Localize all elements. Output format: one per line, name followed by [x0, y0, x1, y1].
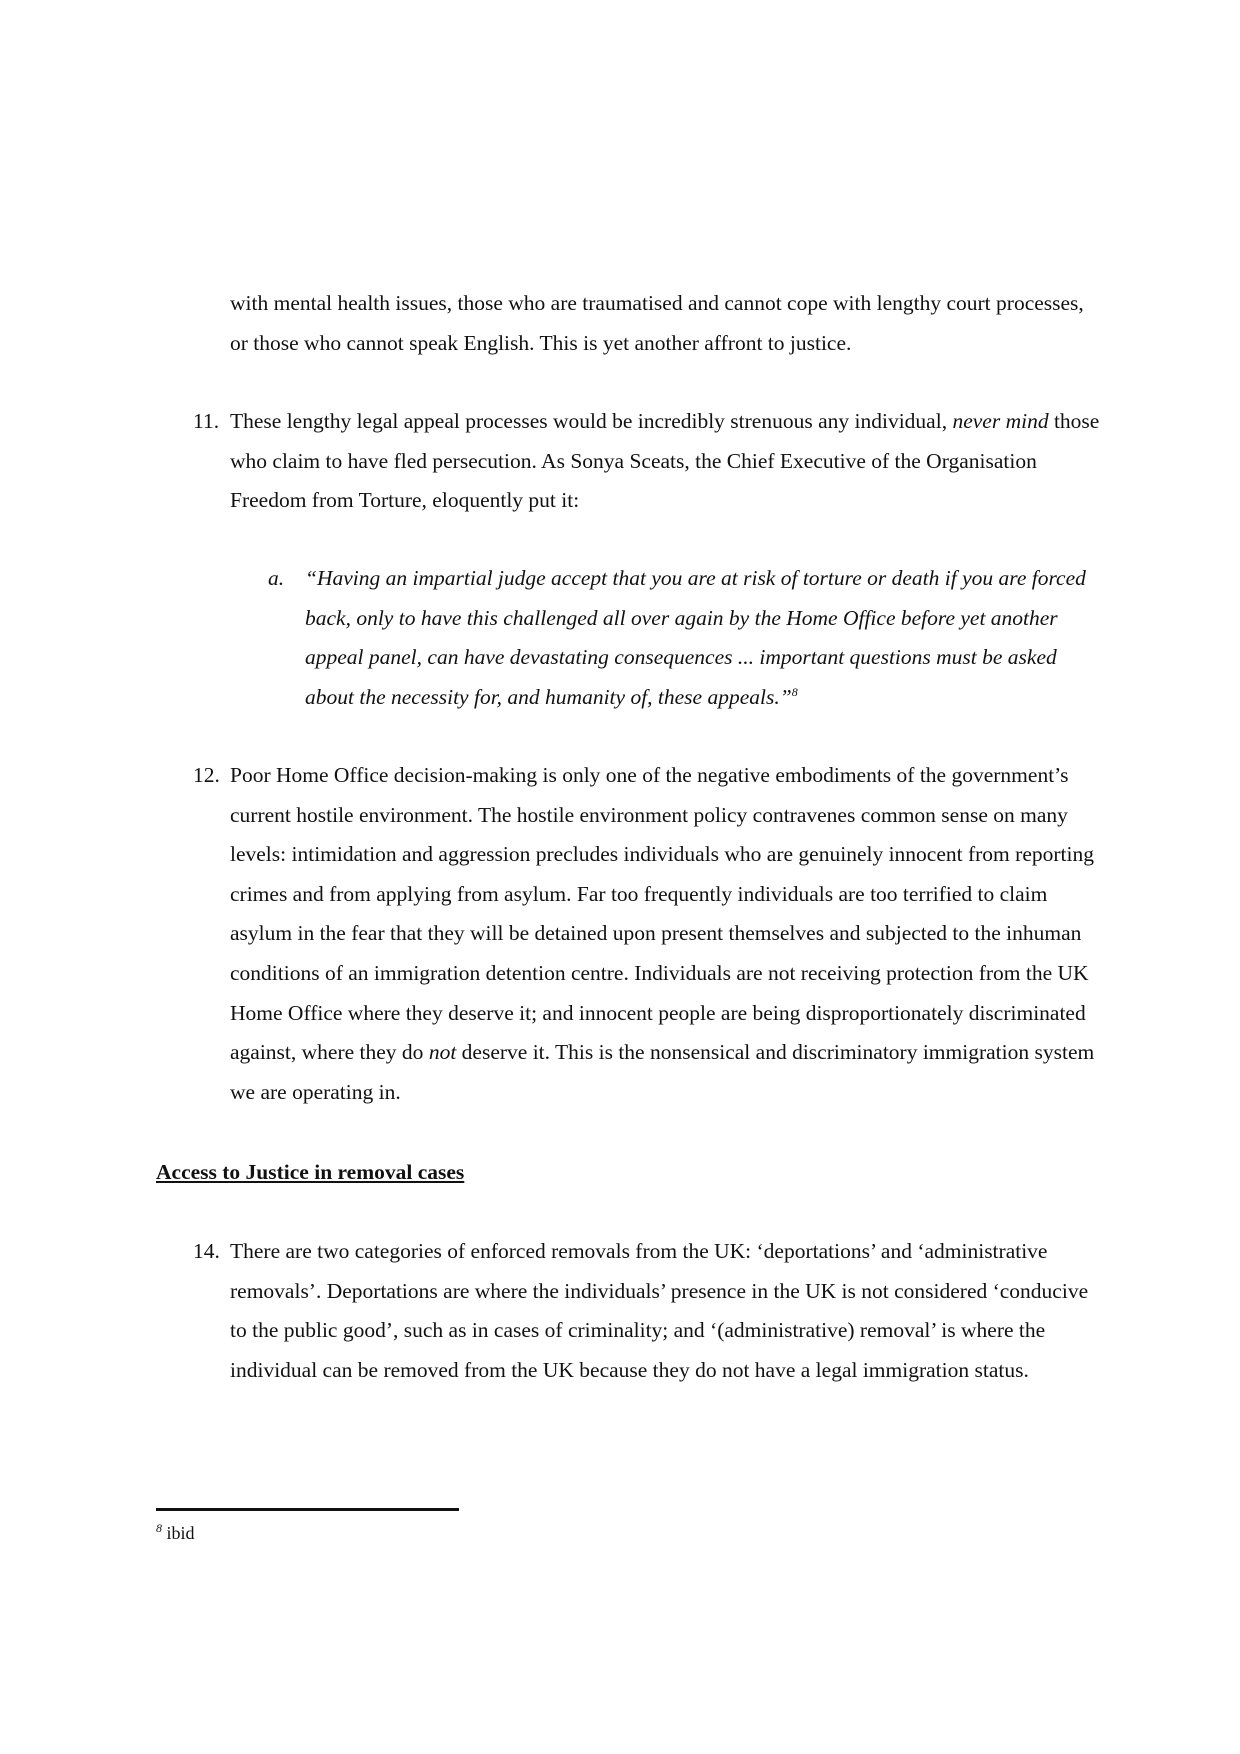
text-line: individual can be removed from the UK because they do not have a legal immigration status. [230, 1357, 1029, 1382]
paragraph-14 [230, 1232, 1088, 1390]
quote-label: a. [268, 566, 285, 590]
quote-line: “Having an impartial judge accept that you are at risk of torture or death if you are forced [305, 566, 1086, 590]
text-run: These lengthy legal appeal processes would be incredibly strenuous any individual, [230, 409, 953, 433]
text-line [230, 1033, 1094, 1073]
quote-line: appeal panel, can have devastating consequences ... important questions must be asked [305, 645, 1057, 670]
footnote [156, 1521, 195, 1545]
text-line: current hostile environment. The hostile environment policy contravenes common sense on many [230, 802, 1068, 827]
paragraph-number: 11. [193, 409, 220, 433]
text-line: who claim to have fled persecution. As Sonya Sceats, the Chief Executive of the Organisation [230, 448, 1037, 473]
text-run: against, where they do [230, 1040, 429, 1065]
paragraph-12 [230, 756, 1094, 1112]
text-line: to the public good’, such as in cases of criminality; and ‘(administrative) removal’ is where the [230, 1318, 1046, 1343]
text-line: or those who cannot speak English. This is yet another affront to justice. [230, 330, 852, 355]
text-line: Home Office where they deserve it; and innocent people are being disproportionately discriminated [230, 1000, 1086, 1025]
block-quote [305, 559, 1086, 717]
footnote-text: ibid [162, 1523, 195, 1543]
quote-line [305, 678, 1086, 718]
footnote-reference[interactable]: 8 [791, 684, 798, 699]
text-line: Poor Home Office decision-making is only one of the negative embodiments of the government’s [230, 763, 1069, 787]
text-line: conditions of an immigration detention centre. Individuals are not receiving protection from the UK [230, 960, 1089, 985]
text-line: There are two categories of enforced removals from the UK: ‘deportations’ and ‘administrative [230, 1239, 1048, 1263]
text-line: removals’. Deportations are where the individuals’ presence in the UK is not considered ‘conducive [230, 1278, 1089, 1303]
quote-line: back, only to have this challenged all over again by the Home Office before yet another [305, 605, 1058, 630]
text-line: crimes and from applying from asylum. Far too frequently individuals are too terrified to claim [230, 881, 1048, 906]
paragraph-number: 12. [193, 763, 220, 787]
emphasis-text: never mind [952, 409, 1049, 433]
continuation-paragraph [230, 284, 1084, 363]
footnote-divider [156, 1508, 459, 1511]
text-line: Freedom from Torture, eloquently put it: [230, 488, 580, 513]
paragraph-number: 14. [193, 1239, 220, 1263]
section-heading: Access to Justice in removal cases [156, 1160, 465, 1184]
text-run: those [1048, 409, 1100, 433]
footnote-marker: 8 [156, 1521, 162, 1535]
text-run: deserve it. This is the nonsensical and discriminatory immigration system [456, 1040, 1095, 1065]
text-line [230, 402, 1099, 442]
text-line: we are operating in. [230, 1079, 401, 1104]
paragraph-11 [230, 402, 1099, 521]
text-line: levels: intimidation and aggression precludes individuals who are genuinely innocent from reporting [230, 842, 1094, 867]
text-line: asylum in the fear that they will be detained upon present themselves and subjected to the inhuman [230, 921, 1082, 946]
emphasis-text: not [428, 1040, 457, 1065]
text-line: with mental health issues, those who are traumatised and cannot cope with lengthy court processes, [230, 291, 1084, 315]
text-run: about the necessity for, and humanity of, these appeals.” [305, 684, 792, 709]
